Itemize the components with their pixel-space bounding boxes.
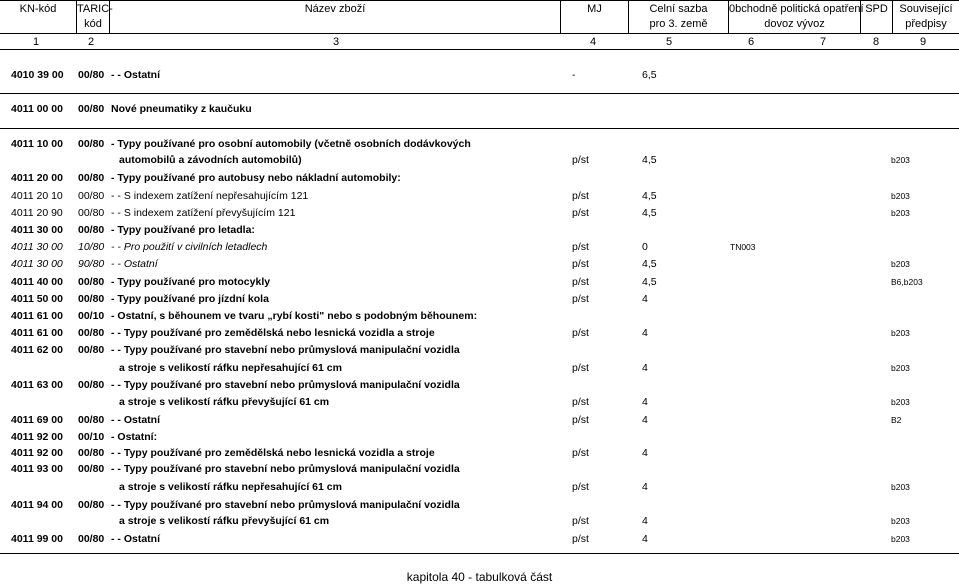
- header-kn-code: KN-kód: [19, 3, 57, 15]
- taric-code: 00/80: [78, 172, 105, 184]
- table-row: [0, 394, 959, 410]
- taric-code: 00/80: [78, 463, 105, 475]
- kn-code: 4011 61 00: [11, 310, 63, 322]
- unit: p/st: [572, 241, 589, 253]
- column-numbers: [0, 33, 959, 50]
- duty-rate: 4: [642, 396, 648, 408]
- taric-code: 00/80: [78, 138, 105, 150]
- related-regulation: b203: [891, 208, 910, 218]
- table-row: [0, 325, 959, 341]
- header-trade-measures: 0bchodně politická opatření dovoz vývoz: [728, 1, 860, 33]
- table-row: [0, 239, 959, 255]
- duty-rate: 4: [642, 293, 648, 305]
- goods-name: - - Ostatní: [111, 69, 160, 81]
- related-regulation: b203: [891, 482, 910, 492]
- related-regulation: b203: [891, 328, 910, 338]
- taric-code: 00/80: [78, 69, 105, 81]
- duty-rate: 4: [642, 533, 648, 545]
- related-regulation: b203: [891, 155, 910, 165]
- table-row: [0, 497, 959, 513]
- col-number: 4: [590, 36, 597, 48]
- duty-rate: 4,5: [642, 276, 657, 288]
- goods-name: a stroje s velikostí ráfku nepřesahující 61 cm: [119, 481, 342, 493]
- kn-code: 4011 92 00: [11, 431, 63, 443]
- kn-code: 4011 69 00: [11, 414, 63, 426]
- kn-code: 4011 93 00: [11, 463, 63, 475]
- table-row: [0, 412, 959, 428]
- kn-code: 4011 61 00: [11, 327, 63, 339]
- table-row: [0, 531, 959, 547]
- duty-rate: 4: [642, 362, 648, 374]
- goods-name: - - Typy používané pro zemědělská nebo lesnická vozidla a stroje: [111, 447, 435, 459]
- goods-name: - - Ostatní: [111, 258, 158, 270]
- kn-code: 4011 30 00: [11, 224, 63, 236]
- goods-name: - Typy používané pro jízdní kola: [111, 293, 269, 305]
- table-row: [0, 152, 959, 168]
- table-row: [0, 291, 959, 307]
- related-regulation: b203: [891, 397, 910, 407]
- unit: p/st: [572, 447, 589, 459]
- taric-code: 00/80: [78, 207, 105, 219]
- kn-code: 4011 92 00: [11, 447, 63, 459]
- taric-code: 00/80: [78, 414, 105, 426]
- taric-code: 00/80: [78, 344, 105, 356]
- col-number: 6: [748, 36, 755, 48]
- goods-name: - - Typy používané pro stavební nebo průmyslová manipulační vozidla: [111, 379, 460, 391]
- table-row: [0, 101, 959, 117]
- table-row: [0, 188, 959, 204]
- kn-code: 4011 30 00: [11, 241, 63, 253]
- goods-name: - - Ostatní: [111, 414, 160, 426]
- unit: p/st: [572, 327, 589, 339]
- page-footer: kapitola 40 - tabulková část: [406, 570, 553, 584]
- goods-name: - - Typy používané pro stavební nebo průmyslová manipulační vozidla: [111, 463, 460, 475]
- duty-rate: 4: [642, 414, 648, 426]
- col-number: 1: [33, 36, 40, 48]
- table-row: [0, 479, 959, 495]
- duty-rate: 4: [642, 515, 648, 527]
- goods-name: - - Typy používané pro zemědělská nebo lesnická vozidla a stroje: [111, 327, 435, 339]
- table-row: [0, 513, 959, 529]
- related-regulation: b203: [891, 363, 910, 373]
- unit: p/st: [572, 154, 589, 166]
- goods-name: - Ostatní, s běhounem ve tvaru „rybí kosti" nebo s podobným běhounem:: [111, 310, 478, 322]
- taric-code: 00/80: [78, 327, 105, 339]
- header-related-regs: Související předpisy: [892, 1, 959, 33]
- taric-code: 90/80: [78, 258, 105, 270]
- table-row: [0, 274, 959, 290]
- col-number: 3: [333, 36, 340, 48]
- col-number: 5: [666, 36, 673, 48]
- taric-code: 00/80: [78, 499, 105, 511]
- goods-name: a stroje s velikostí ráfku převyšující 61 cm: [119, 396, 330, 408]
- related-regulation: b203: [891, 516, 910, 526]
- kn-code: 4011 20 10: [11, 190, 63, 202]
- related-regulation: b203: [891, 191, 910, 201]
- goods-name: - - Typy používané pro stavební nebo průmyslová manipulační vozidla: [111, 499, 460, 511]
- col-number: 8: [873, 36, 880, 48]
- table-row: [0, 308, 959, 324]
- unit: p/st: [572, 515, 589, 527]
- goods-name: a stroje s velikostí ráfku nepřesahující 61 cm: [119, 362, 342, 374]
- duty-rate: 4: [642, 327, 648, 339]
- kn-code: 4011 20 00: [11, 172, 63, 184]
- table-row: [0, 377, 959, 393]
- table-row: [0, 429, 959, 445]
- table-row: [0, 360, 959, 376]
- kn-code: 4011 63 00: [11, 379, 63, 391]
- unit: p/st: [572, 396, 589, 408]
- unit: p/st: [572, 190, 589, 202]
- goods-name: - Typy používané pro letadla:: [111, 224, 255, 236]
- col-number: 7: [820, 36, 827, 48]
- table-row: [0, 256, 959, 272]
- kn-code: 4011 00 00: [11, 103, 63, 115]
- kn-code: 4011 94 00: [11, 499, 63, 511]
- table-row: [0, 342, 959, 358]
- goods-name: - - S indexem zatížení nepřesahujícím 121: [111, 190, 309, 202]
- row-separator: [0, 128, 959, 129]
- table-header: [0, 0, 959, 34]
- table-row: [0, 67, 959, 83]
- duty-rate: 4: [642, 447, 648, 459]
- duty-rate: 4,5: [642, 190, 657, 202]
- taric-code: 00/80: [78, 533, 105, 545]
- goods-name: a stroje s velikostí ráfku převyšující 61 cm: [119, 515, 330, 527]
- table-row: [0, 170, 959, 186]
- table-row: [0, 205, 959, 221]
- goods-name: Nové pneumatiky z kaučuku: [111, 103, 252, 115]
- duty-rate: 0: [642, 241, 648, 253]
- table-row: [0, 461, 959, 477]
- related-regulation: B6,b203: [891, 277, 923, 287]
- unit: p/st: [572, 276, 589, 288]
- goods-name: - Typy používané pro osobní automobily (včetně osobních dodávkových: [111, 138, 471, 150]
- unit: p/st: [572, 481, 589, 493]
- unit: p/st: [572, 207, 589, 219]
- taric-code: 00/80: [78, 447, 105, 459]
- taric-code: 00/10: [78, 431, 105, 443]
- taric-code: 00/80: [78, 224, 105, 236]
- kn-code: 4011 20 90: [11, 207, 63, 219]
- kn-code: 4011 30 00: [11, 258, 63, 270]
- row-separator: [0, 553, 959, 554]
- goods-name: - Typy používané pro autobusy nebo nákladní automobily:: [111, 172, 401, 184]
- related-regulation: b203: [891, 259, 910, 269]
- unit: -: [572, 69, 576, 81]
- goods-name: - Ostatní:: [111, 431, 158, 443]
- duty-rate: 4,5: [642, 154, 657, 166]
- goods-name: - - Typy používané pro stavební nebo průmyslová manipulační vozidla: [111, 344, 460, 356]
- table-row: [0, 222, 959, 238]
- goods-name: - - Pro použití v civilních letadlech: [111, 241, 268, 253]
- taric-code: 00/80: [78, 379, 105, 391]
- unit: p/st: [572, 258, 589, 270]
- header-goods-name: Název zboží: [109, 1, 560, 33]
- unit: p/st: [572, 533, 589, 545]
- header-taric-code: TARIC- kód: [76, 1, 109, 33]
- taric-code: 00/80: [78, 190, 105, 202]
- row-separator: [0, 93, 959, 94]
- kn-code: 4011 50 00: [11, 293, 63, 305]
- duty-rate: 4,5: [642, 258, 657, 270]
- trade-measure: TN003: [730, 242, 756, 252]
- duty-rate: 4,5: [642, 207, 657, 219]
- header-duty-rate: Celní sazba pro 3. země: [628, 1, 728, 33]
- duty-rate: 4: [642, 481, 648, 493]
- duty-rate: 6,5: [642, 69, 657, 81]
- table-row: [0, 445, 959, 461]
- kn-code: 4011 62 00: [11, 344, 63, 356]
- taric-code: 00/80: [78, 293, 105, 305]
- goods-name: - - S indexem zatížení převyšujícím 121: [111, 207, 296, 219]
- unit: p/st: [572, 414, 589, 426]
- goods-name: - Typy používané pro motocykly: [111, 276, 271, 288]
- taric-code: 10/80: [78, 241, 105, 253]
- header-unit: MJ: [560, 1, 628, 33]
- goods-name: automobilů a závodních automobilů): [119, 154, 302, 166]
- kn-code: 4011 99 00: [11, 533, 63, 545]
- taric-code: 00/80: [78, 276, 105, 288]
- unit: p/st: [572, 362, 589, 374]
- col-number: 2: [88, 36, 95, 48]
- kn-code: 4010 39 00: [11, 69, 64, 81]
- col-number: 9: [920, 36, 927, 48]
- related-regulation: b203: [891, 534, 910, 544]
- goods-name: - - Ostatní: [111, 533, 160, 545]
- table-row: [0, 136, 959, 152]
- kn-code: 4011 10 00: [11, 138, 63, 150]
- related-regulation: B2: [891, 415, 902, 425]
- header-spd: SPD: [860, 1, 892, 33]
- unit: p/st: [572, 293, 589, 305]
- taric-code: 00/80: [78, 103, 105, 115]
- kn-code: 4011 40 00: [11, 276, 63, 288]
- taric-code: 00/10: [78, 310, 105, 322]
